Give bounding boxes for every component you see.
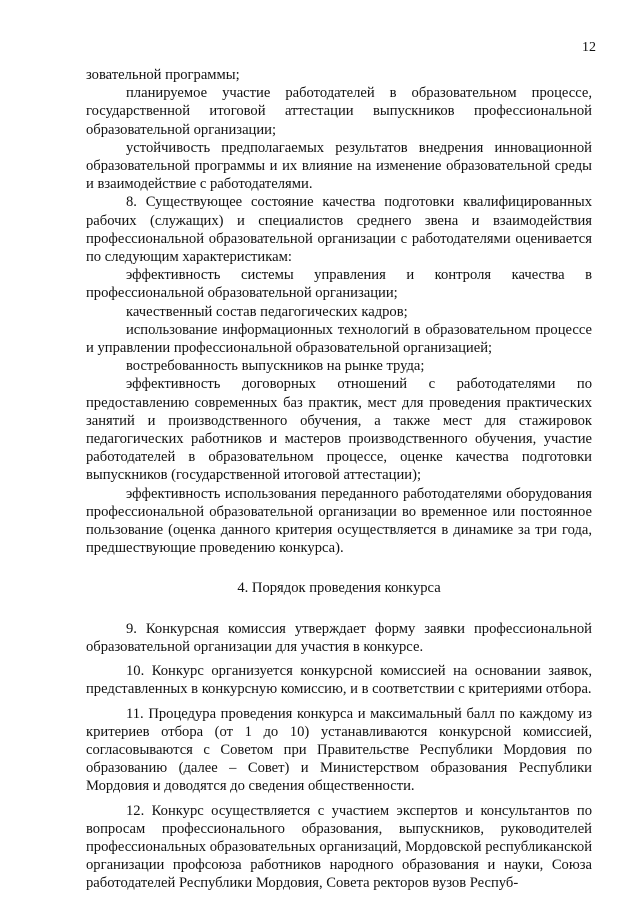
document-body [86, 66, 592, 893]
paragraph: качественный состав педагогических кадров; [126, 303, 408, 320]
page-number: 12 [582, 40, 596, 55]
paragraph: эффективность использования переданного работодателями оборудования профессиональной образовательной организации во временное или постоянное пользование (оценка данного критерия осуществляется в динамике за три года, предшествующие проведению конкурса). [86, 485, 592, 557]
paragraph: востребованность выпускников на рынке труда; [126, 358, 425, 375]
paragraph: 10. Конкурс организуется конкурсной комиссией на основании заявок, представленных в конкурсную комиссию, и в соответствии с критериями отбора. [86, 663, 592, 698]
paragraph: эффективность договорных отношений с работодателями по предоставлению современных баз практик, мест для проведения практических занятий и производственного обучения, а также мест для стажировок педагогических работников и мастеров производственного обучения, участие работодателей в образовательном процессе, оценке качества подготовки выпускников (государственной итоговой аттестации); [86, 376, 592, 484]
paragraph: устойчивость предполагаемых результатов внедрения инновационной образовательной программы и их влияние на изменение образовательной среды и взаимодействие с работодателями. [86, 139, 592, 193]
paragraph: 11. Процедура проведения конкурса и максимальный балл по каждому из критериев отбора (от 1 до 10) устанавливаются конкурсной комиссией, согласовываются с Советом при Правительстве Республики Мордовия по образованию (далее – Совет) и Министерством образования Республики Мордовия и доводятся до сведения общественности. [86, 705, 592, 795]
paragraph: 9. Конкурсная комиссия утверждает форму заявки профессиональной образовательной организации для участия в конкурсе. [86, 620, 592, 655]
paragraph: использование информационных технологий в образовательном процессе и управлении профессиональной образовательной организацией; [86, 321, 592, 357]
paragraph: планируемое участие работодателей в образовательном процессе, государственной итоговой аттестации выпускников профессиональной образовательной организации; [86, 85, 592, 138]
paragraph: зовательной программы; [86, 67, 240, 83]
paragraph: эффективность системы управления и контроля качества в профессиональной образовательной организации; [86, 267, 592, 302]
paragraph: 8. Существующее состояние качества подготовки квалифицированных рабочих (служащих) и специалистов среднего звена и взаимодействия профессиональной образовательной организации с работодателями оценивается по следующим характеристикам: [86, 194, 592, 266]
section-heading: 4. Порядок проведения конкурса [237, 580, 441, 597]
paragraph: 12. Конкурс осуществляется с участием экспертов и консультантов по вопросам профессионального образования, выпускников, руководителей профессиональных образовательных организаций, Мордовской республиканской организации профсоюза работников народного образования и науки, Союза работодателей Республики Мордовия, Совета ректоров вузов Респуб- [86, 802, 592, 892]
